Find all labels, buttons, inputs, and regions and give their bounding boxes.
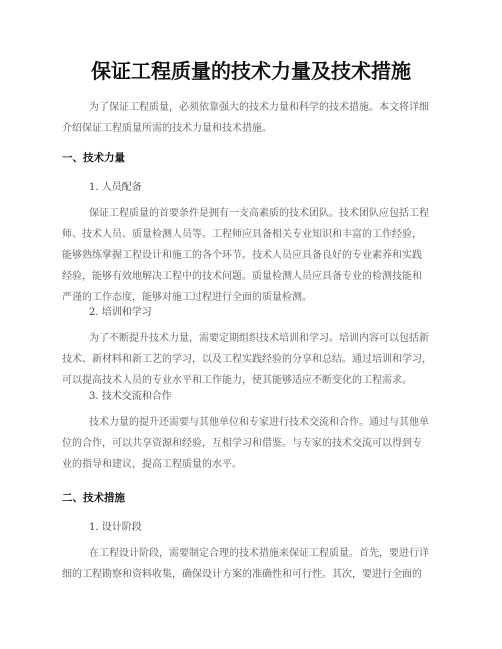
text-line: 能够熟练掌握工程设计和施工的各个环节。技术人员应具备良好的专业素养和实践 [62, 250, 422, 261]
text-line: 介绍保证工程质量所需的技术力量和技术措施。 [62, 123, 272, 134]
text-line: 师、技术人员、质量检测人员等。工程师应具备相关专业知识和丰富的工作经验， [62, 229, 422, 240]
staffing-paragraph [62, 203, 442, 308]
text-line: 保证工程质量的首要条件是拥有一支高素质的技术团队。技术团队应包括工程 [89, 208, 429, 219]
text-line: 技术、新材料和新工艺的学习，以及工程实践经验的分享和总结。通过培训和学习， [62, 354, 432, 365]
section-heading-technical-measures: 二、技术措施 [62, 492, 125, 504]
text-line: 严谨的工作态度，能够对施工过程进行全面的质量检测。 [62, 292, 312, 303]
subsection-heading-staffing: 1. 人员配备 [89, 182, 142, 193]
intro-paragraph [62, 97, 442, 139]
subsection-heading-training: 2. 培训和学习 [89, 307, 152, 318]
text-line: 在工程设计阶段，需要制定合理的技术措施来保证工程质量。首先，要进行详 [89, 548, 429, 559]
text-line: 位的合作，可以共享资源和经验，互相学习和借鉴。与专家的技术交流可以得到专 [62, 438, 422, 449]
text-line: 经验，能够有效地解决工程中的技术问题。质量检测人员应具备专业的检测技能和 [62, 271, 422, 282]
document-title: 保证工程质量的技术力量及技术措施 [91, 59, 411, 83]
section-heading-technical-strength: 一、技术力量 [62, 152, 125, 164]
exchange-paragraph [62, 412, 442, 475]
design-stage-paragraph [62, 543, 442, 585]
text-line: 细的工程勘察和资料收集，确保设计方案的准确性和可行性。其次，要进行全面的 [62, 569, 422, 580]
text-line: 技术力量的提升还需要与其他单位和专家进行技术交流和合作。通过与其他单 [89, 417, 429, 428]
subsection-heading-exchange: 3. 技术交流和合作 [89, 391, 172, 402]
text-line: 为了不断提升技术力量，需要定期组织技术培训和学习。培训内容可以包括新 [89, 333, 429, 344]
subsection-heading-design-stage: 1. 设计阶段 [89, 522, 142, 533]
text-line: 为了保证工程质量，必须依靠强大的技术力量和科学的技术措施。本文将详细 [89, 102, 429, 113]
text-line: 可以提高技术人员的专业水平和工作能力，使其能够适应不断变化的工程需求。 [62, 375, 412, 386]
training-paragraph [62, 328, 442, 391]
text-line: 业的指导和建议，提高工程质量的水平。 [62, 459, 242, 470]
